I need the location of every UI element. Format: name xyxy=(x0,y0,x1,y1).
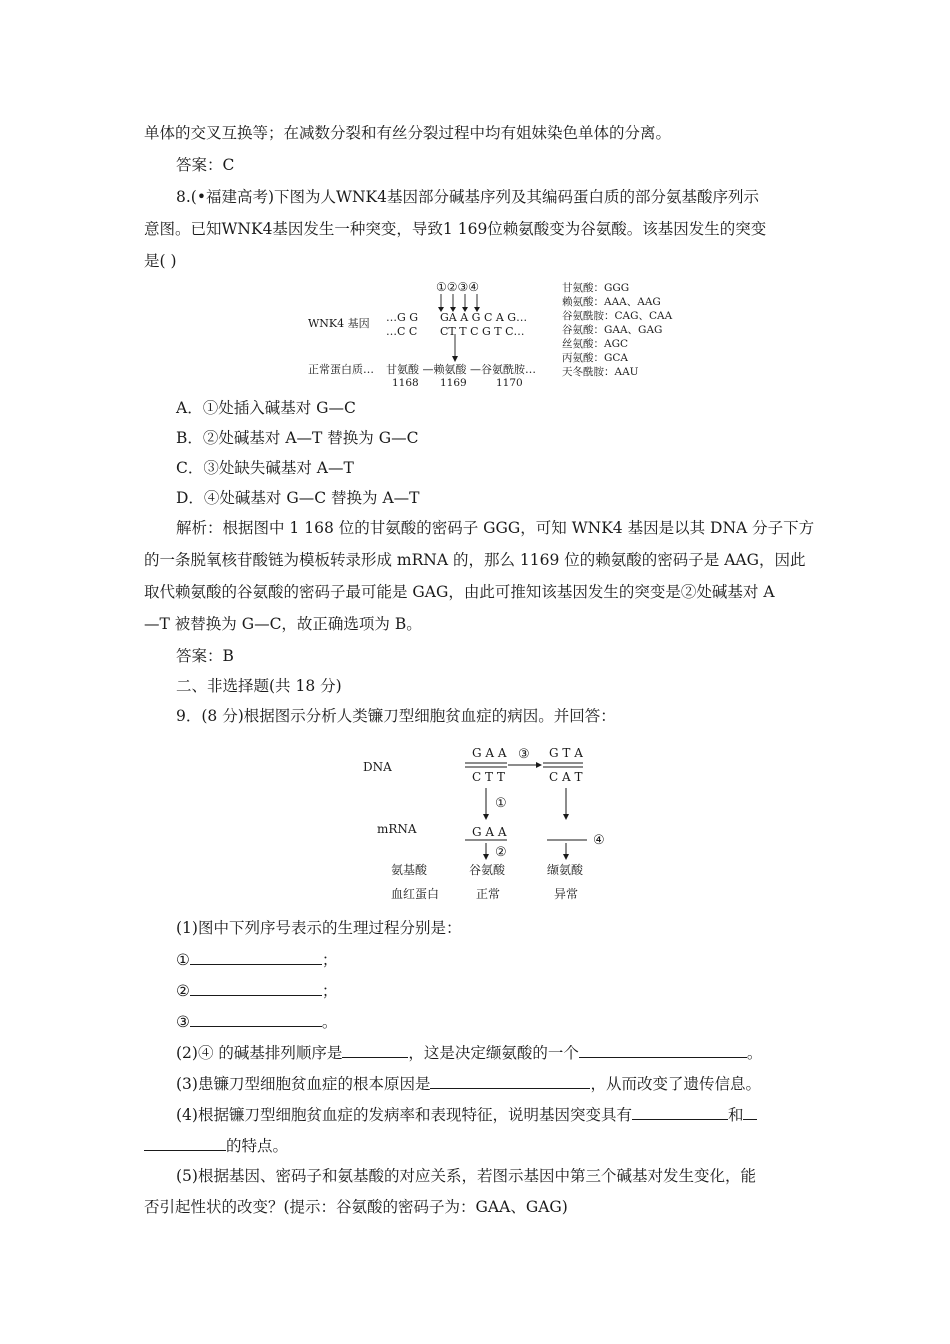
intro-line: 单体的交叉互换等；在减数分裂和有丝分裂过程中均有姐妹染色单体的分离。 xyxy=(144,124,672,142)
text: 的特点。 xyxy=(226,1137,289,1155)
mark-4: ④ xyxy=(593,833,605,848)
codon-row: 丙氨酸：GCA xyxy=(562,352,629,364)
answer-blank[interactable] xyxy=(342,1041,408,1058)
dna-right-bottom: C A T xyxy=(549,770,583,784)
codon-row: 赖氨酸：AAA、AAG xyxy=(562,296,661,308)
text: (2)④ 的碱基排列顺序是 xyxy=(176,1044,343,1062)
analysis-line-2: 的一条脱氧核苷酸链为模板转录形成 mRNA 的，那么 1169 位的赖氨酸的密码子是 AAG，因此 xyxy=(144,551,806,569)
mark-2: ② xyxy=(495,845,507,860)
option-d: D．④处碱基对 G—C 替换为 A—T xyxy=(176,489,420,507)
q9-part-1: (1)图中下列序号表示的生理过程分别是： xyxy=(176,919,462,937)
text: ，从而改变了遗传信息。 xyxy=(590,1075,761,1093)
q8-stem-line-1: 8.(•福建高考)下图为人WNK4基因部分碱基序列及其编码蛋白质的部分氨基酸序列示 xyxy=(176,188,759,206)
aa-right: 缬氨酸 xyxy=(547,863,584,877)
top-strand-left: …G G xyxy=(386,311,419,324)
aa-left: 谷氨酸 xyxy=(469,863,506,877)
sickle-cell-figure xyxy=(355,740,615,908)
codon-row: 天冬酰胺：AAU xyxy=(562,366,639,378)
position-1170: 1170 xyxy=(496,377,523,389)
mrna-label: mRNA xyxy=(377,822,417,836)
item-label: ① xyxy=(176,951,190,969)
item-label: ② xyxy=(176,982,190,1000)
q9-stem: 9．(8 分)根据图示分析人类镰刀型细胞贫血症的病因。并回答： xyxy=(176,707,616,725)
answer-blank[interactable] xyxy=(743,1103,757,1120)
item-punct: 。 xyxy=(321,1013,338,1031)
answer-blank[interactable] xyxy=(144,1134,226,1151)
analysis-line-1: 解析：根据图中 1 168 位的甘氨酸的密码子 GGG，可知 WNK4 基因是以其 DNA 分子下方 xyxy=(176,519,815,537)
dna-left-bottom: C T T xyxy=(472,770,505,784)
q9-part-2 xyxy=(176,1041,762,1064)
text: (3)患镰刀型细胞贫血症的根本原因是 xyxy=(176,1075,431,1093)
q9-part-5-line-1: (5)根据基因、密码子和氨基酸的对应关系，若图示基因中第三个碱基对发生变化，能 xyxy=(176,1167,756,1185)
answer-blank[interactable] xyxy=(190,1010,322,1027)
option-a: A．①处插入碱基对 G—C xyxy=(176,399,356,417)
position-1168: 1168 xyxy=(392,377,419,389)
answer-blank[interactable] xyxy=(190,948,322,965)
protein-label: 正常蛋白质… xyxy=(308,363,374,376)
text: 。 xyxy=(746,1044,763,1062)
option-c: C．③处缺失碱基对 A—T xyxy=(176,459,354,477)
q9-part-5-line-2: 否引起性状的改变？(提示：谷氨酸的密码子为：GAA、GAG) xyxy=(144,1198,568,1216)
q9-part-4 xyxy=(176,1103,757,1126)
codon-row: 甘氨酸：GGG xyxy=(562,282,630,294)
top-strand-right: GA A G C A G… xyxy=(440,311,528,324)
text: (4)根据镰刀型细胞贫血症的发病率和表现特征，说明基因突变具有 xyxy=(176,1106,632,1124)
item-punct: ； xyxy=(321,951,338,969)
position-1169: 1169 xyxy=(440,377,467,389)
dna-label: DNA xyxy=(363,760,392,774)
codon-row: 谷氨酸：GAA、GAG xyxy=(562,324,663,336)
answer-blank[interactable] xyxy=(579,1041,747,1058)
codon-row: 谷氨酰胺：CAG、CAA xyxy=(562,310,673,322)
prev-answer: 答案：C xyxy=(176,156,235,174)
bottom-strand-left: …C C xyxy=(386,325,418,338)
analysis-line-4: —T 被替换为 G—C，故正确选项为 B。 xyxy=(144,615,422,633)
bottom-strand-right: CT T C G T C… xyxy=(440,325,525,338)
mutation-markers: ①②③④ xyxy=(436,280,480,294)
analysis-line-3: 取代赖氨酸的谷氨酸的密码子最可能是 GAG，由此可推知该基因发生的突变是②处碱基对 A xyxy=(144,583,775,601)
item-label: ③ xyxy=(176,1013,190,1031)
q9-part-1-item-2 xyxy=(176,979,337,1002)
text: 和 xyxy=(727,1106,744,1124)
hemoglobin-label: 血红蛋白 xyxy=(391,887,440,901)
amino-acid-label: 氨基酸 xyxy=(391,863,428,877)
hb-right: 异常 xyxy=(554,887,579,901)
gene-label: WNK4 基因 xyxy=(308,317,370,330)
protein-sequence: 甘氨酸 —赖氨酸 —谷氨酰胺… xyxy=(386,363,536,376)
item-punct: ； xyxy=(321,982,338,1000)
q9-part-1-item-1 xyxy=(176,948,337,971)
wnk4-figure xyxy=(300,278,700,390)
q9-part-3 xyxy=(176,1072,761,1095)
q8-stem-line-3: 是( ) xyxy=(144,252,177,270)
section-heading: 二、非选择题(共 18 分) xyxy=(176,677,342,695)
dna-left-top: G A A xyxy=(472,746,507,760)
mark-1: ① xyxy=(495,796,507,811)
answer-blank[interactable] xyxy=(632,1103,728,1120)
q8-stem-line-2: 意图。已知WNK4基因发生一种突变，导致1 169位赖氨酸变为谷氨酸。该基因发生的突变 xyxy=(144,220,767,238)
answer-blank[interactable] xyxy=(190,979,322,996)
codon-row: 丝氨酸：AGC xyxy=(562,338,629,350)
mark-3: ③ xyxy=(518,747,530,762)
answer-blank[interactable] xyxy=(430,1072,590,1089)
q9-part-1-item-3 xyxy=(176,1010,337,1033)
text: ，这是决定缬氨酸的一个 xyxy=(408,1044,579,1062)
dna-right-top: G T A xyxy=(549,746,583,760)
q9-part-4-cont xyxy=(144,1134,288,1157)
hb-left: 正常 xyxy=(476,887,501,901)
mrna-left: G A A xyxy=(472,825,507,839)
option-b: B．②处碱基对 A—T 替换为 G—C xyxy=(176,429,419,447)
q8-answer: 答案：B xyxy=(176,647,234,665)
